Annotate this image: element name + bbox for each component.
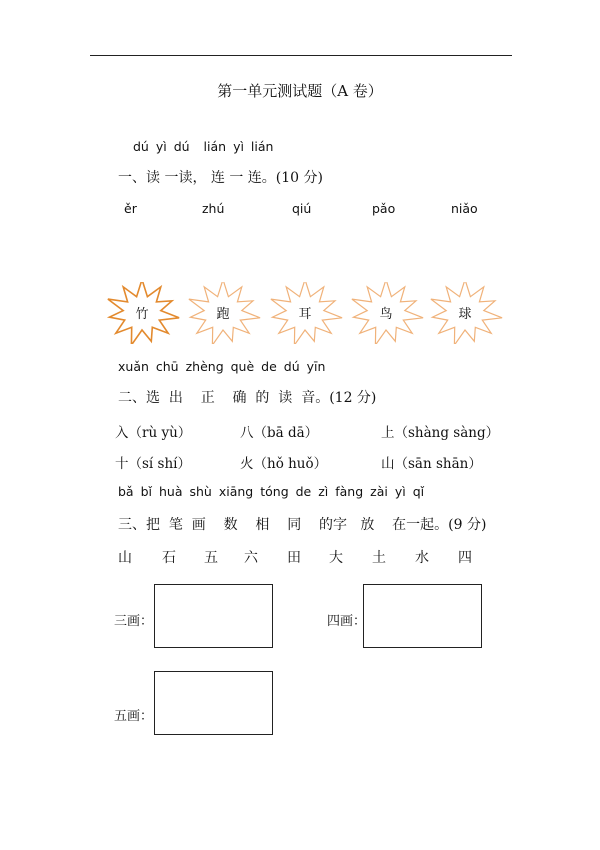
- option-huo: 火（hǒ huǒ）: [240, 456, 328, 472]
- char-shan: 山: [118, 550, 132, 566]
- option-ba: 八（bā dā）: [240, 425, 319, 441]
- pinyin-word: xuǎn: [118, 359, 149, 374]
- pinyin-word: dú: [283, 359, 300, 374]
- pinyin-word: yì: [233, 139, 244, 154]
- pinyin-word: dú: [133, 139, 149, 154]
- pinyin-word: zì: [318, 484, 329, 499]
- label-four-strokes: 四画：: [327, 614, 367, 629]
- option-shi: 十（sí shí）: [115, 456, 191, 472]
- pinyin-word: yì: [155, 139, 167, 154]
- page-title: 第一单元测试题（A 卷）: [217, 82, 383, 100]
- answer-box-four[interactable]: [363, 584, 482, 648]
- pinyin-word: chū: [155, 359, 179, 374]
- section1-pinyin: [133, 139, 273, 154]
- char-shui: 水: [415, 550, 429, 566]
- pinyin-word: xiāng: [218, 484, 254, 499]
- header-rule: [90, 55, 512, 56]
- option-ru: 入（rù yù）: [115, 425, 192, 441]
- section3-pinyin: [118, 484, 424, 499]
- pinyin-word: fàng: [335, 484, 364, 499]
- label-three-strokes: 三画：: [114, 614, 154, 629]
- top-pinyin-2: zhú: [202, 201, 225, 216]
- star-character[interactable]: 球: [458, 307, 472, 322]
- char-shi: 石: [162, 550, 176, 566]
- pinyin-word: zài: [370, 484, 388, 499]
- star-character[interactable]: 竹: [135, 307, 149, 322]
- pinyin-word: de: [295, 484, 312, 499]
- pinyin-word: què: [230, 359, 255, 374]
- star-character[interactable]: 鸟: [379, 307, 393, 322]
- star-character[interactable]: 跑: [216, 307, 230, 322]
- section1-heading: 一、读 一读， 连 一 连。(10 分): [118, 170, 323, 186]
- pinyin-word: tóng: [260, 484, 289, 499]
- pinyin-word: qǐ: [412, 484, 425, 499]
- answer-box-five[interactable]: [154, 671, 273, 735]
- pinyin-word: lián: [203, 139, 227, 154]
- star-row: [105, 282, 505, 344]
- pinyin-word: zhèng: [185, 359, 224, 374]
- label-five-strokes: 五画：: [114, 709, 154, 724]
- char-tu: 土: [372, 550, 386, 566]
- section3-heading: 三、把 笔 画 数 相 同 的字 放 在一起。(9 分): [118, 517, 487, 533]
- top-pinyin-3: qiú: [292, 201, 312, 216]
- section2-heading: 二、选 出 正 确 的 读 音。(12 分): [118, 390, 377, 406]
- top-pinyin-4: pǎo: [372, 201, 396, 216]
- option-shang: 上（shàng sàng）: [381, 425, 500, 441]
- pinyin-word: huà: [159, 484, 183, 499]
- pinyin-word: bǐ: [140, 484, 153, 499]
- top-pinyin-5: niǎo: [451, 201, 478, 216]
- answer-box-three[interactable]: [154, 584, 273, 648]
- char-si: 四: [458, 550, 472, 566]
- pinyin-word: yì: [394, 484, 406, 499]
- pinyin-word: shù: [189, 484, 212, 499]
- char-liu: 六: [244, 550, 258, 566]
- pinyin-word: bǎ: [118, 484, 134, 499]
- option-shan: 山（sān shān）: [381, 456, 482, 472]
- top-pinyin-1: ěr: [124, 201, 137, 216]
- char-wu: 五: [204, 550, 218, 566]
- star-character[interactable]: 耳: [298, 307, 312, 322]
- pinyin-word: lián: [250, 139, 274, 154]
- char-da: 大: [329, 550, 343, 566]
- pinyin-word: de: [261, 359, 277, 374]
- pinyin-word: yīn: [306, 359, 326, 374]
- pinyin-word: dú: [173, 139, 190, 154]
- char-tian: 田: [287, 550, 301, 566]
- section2-pinyin: [118, 359, 325, 374]
